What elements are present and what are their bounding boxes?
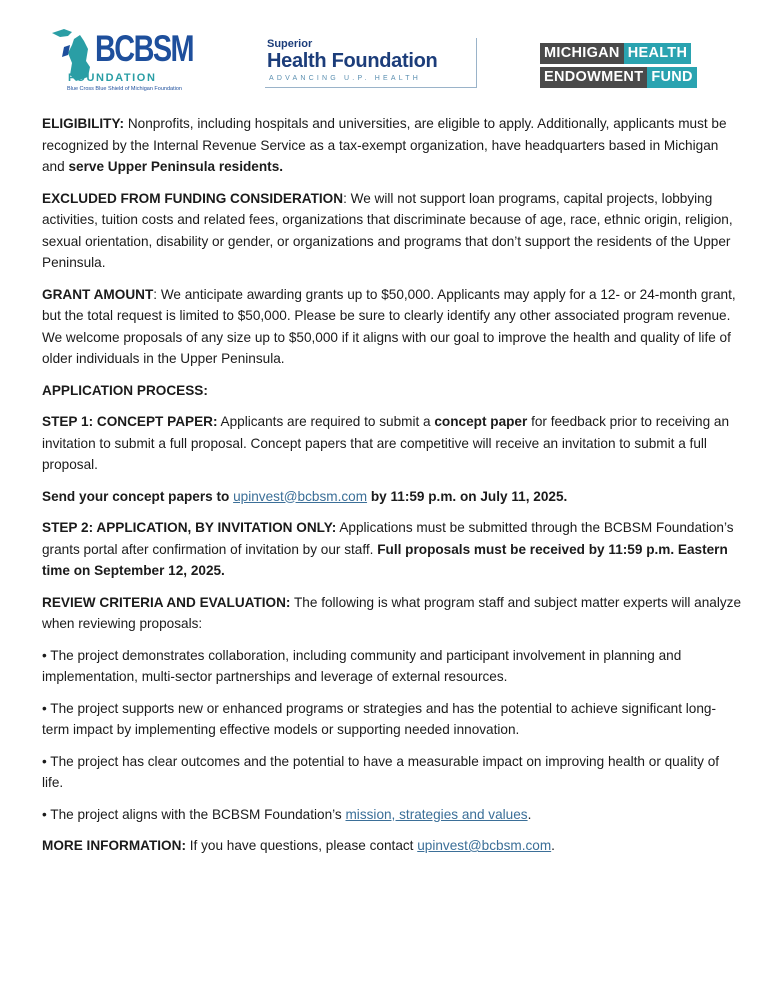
process-paragraph xyxy=(42,380,742,402)
review-text: The following is what program staff and subject matter experts will analyze when reviewing proposals: xyxy=(42,594,742,631)
criteria-bullet-2: • The project supports new or enhanced programs or strategies and has the potential to achieve significant long-term impact by implementing effective models or supporting needed innovation. xyxy=(42,700,717,737)
grant-heading: GRANT AMOUNT xyxy=(42,286,154,302)
bcbsm-wordmark: BCBSM xyxy=(95,28,194,69)
criteria-bullet-3: • The project has clear outcomes and the potential to have a measurable impact on improving health or quality of life. xyxy=(42,753,720,790)
logo-header xyxy=(0,0,768,110)
more-info-paragraph xyxy=(42,835,742,857)
criteria-bullet-1: • The project demonstrates collaboration, including community and participant involvement in planning and implementation, multi-sector partnerships and leverage of external resources. xyxy=(42,647,682,684)
process-heading: APPLICATION PROCESS: xyxy=(42,382,208,398)
criteria-bullet-4 xyxy=(42,804,742,826)
document-body xyxy=(42,113,742,867)
health-foundation-word: Health Foundation xyxy=(267,50,438,72)
review-heading: REVIEW CRITERIA AND EVALUATION: xyxy=(42,594,291,610)
eligibility-heading: ELIGIBILITY: xyxy=(42,116,125,131)
step1-paragraph xyxy=(42,411,742,476)
excluded-text: : We will not support loan programs, capital projects, lobbying activities, tuition costs and related fees, organizations that discriminate because of age, race, ethnic origin, religion, sexual orientation, disability or gender, or organizations and programs that don’t support the residents of the Upper Peninsula. xyxy=(42,190,733,270)
send-text1: Send your concept papers to xyxy=(42,488,234,504)
send-email-link[interactable]: upinvest@bcbsm.com xyxy=(233,488,368,504)
step1-text2: for feedback prior to receiving an invitation to submit a full proposal. Concept papers that are competitive will receive an invitation to submit a full proposal. xyxy=(42,414,730,472)
bullet4-end: . xyxy=(527,806,532,822)
send-text2: by 11:59 p.m. on July 11, 2025. xyxy=(367,488,568,504)
mhef-michigan: MICHIGAN xyxy=(540,43,624,64)
more-info-end: . xyxy=(551,838,555,853)
excluded-heading: EXCLUDED FROM FUNDING CONSIDERATION xyxy=(42,190,344,206)
superior-health-foundation-logo xyxy=(265,38,477,88)
michigan-health-endowment-fund-logo xyxy=(540,43,716,89)
review-paragraph xyxy=(42,592,742,635)
excluded-paragraph xyxy=(42,188,742,274)
step1-heading: STEP 1: CONCEPT PAPER: xyxy=(42,414,218,429)
mhef-endowment: ENDOWMENT xyxy=(540,67,647,88)
eligibility-paragraph xyxy=(42,113,742,178)
more-info-email-link[interactable]: upinvest@bcbsm.com xyxy=(417,838,552,853)
send-paragraph xyxy=(42,486,742,508)
mhef-fund: FUND xyxy=(647,67,696,88)
step2-heading: STEP 2: APPLICATION, BY INVITATION ONLY: xyxy=(42,520,337,535)
superior-word: Superior xyxy=(267,38,313,50)
step1-bold: concept paper xyxy=(434,414,528,429)
bcbsm-tagline: Blue Cross Blue Shield of Michigan Foundation xyxy=(67,86,182,92)
superior-tagline: ADVANCING U.P. HEALTH xyxy=(269,75,421,82)
step1-text1: Applicants are required to submit a xyxy=(217,414,435,429)
step2-bold: Full proposals must be received by 11:59 p.m. Eastern time on September 12, 2025. xyxy=(42,541,728,578)
more-info-text: If you have questions, please contact xyxy=(185,838,418,853)
grant-paragraph xyxy=(42,284,742,370)
mission-strategies-values-link[interactable]: mission, strategies and values xyxy=(345,806,528,822)
eligibility-bold: serve Upper Peninsula residents. xyxy=(68,159,284,174)
grant-text: : We anticipate awarding grants up to $50,000. Applicants may apply for a 12- or 24-month grant, but the total request is limited to $50,000. Please be sure to clearly identify any other associated program revenue. We welcome proposals of any size up to $50,000 if it aligns with our goal to improve the health and quality of life of older individuals in the Upper Peninsula. xyxy=(42,286,736,366)
mhef-health: HEALTH xyxy=(624,43,692,64)
step2-paragraph xyxy=(42,517,742,582)
bcbsm-foundation-logo xyxy=(50,27,194,97)
more-info-heading: MORE INFORMATION: xyxy=(42,838,186,853)
bullet4-text: • The project aligns with the BCBSM Foundation’s xyxy=(42,806,346,822)
step2-text: Applications must be submitted through the BCBSM Foundation’s grants portal after confirmation of invitation by our staff. xyxy=(42,520,734,557)
foundation-wordmark: FOUNDATION xyxy=(68,72,157,84)
eligibility-text: Nonprofits, including hospitals and universities, are eligible to apply. Additionally, applicants must be recognized by the Internal Revenue Service as a tax-exempt organization, have headquarters based in Michigan and xyxy=(42,116,727,174)
